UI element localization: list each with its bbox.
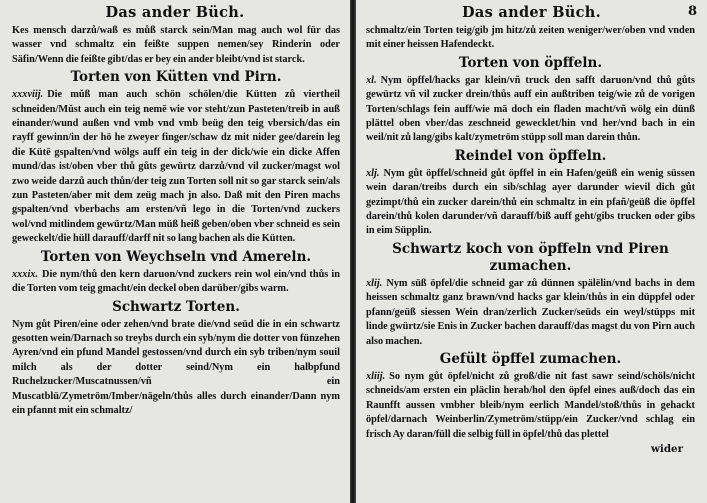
- recipe-gefuelt-oepffel: [366, 370, 695, 442]
- recipe-weychseln: [12, 268, 340, 297]
- section-title-reindel: Reindel von öpffeln.: [454, 147, 607, 164]
- section-title-gefuelt-oepffel: Gefült öpffel zumachen.: [439, 350, 622, 367]
- recipe-kuetten-pirn: [12, 88, 340, 246]
- section-title-torten-oepffeln: Torten von öpffeln.: [458, 54, 603, 71]
- recipe-number: xlj.: [366, 167, 380, 179]
- recipe-text: Die nym/thů den kern daruon/vnd zuckers rein wol ein/vnd thůs in die Torten vom teig gmacht/ein deckel oben darüber/gibs warm.: [12, 268, 340, 295]
- section-title-schwartz-torten: Schwartz Torten.: [112, 298, 240, 315]
- recipe-number: xliij.: [366, 370, 386, 382]
- recipe-schwartz-koch: [366, 277, 695, 349]
- recipe-number: xxxix.: [12, 268, 39, 280]
- section-title-weychseln: Torten von Weychseln vnd Amereln.: [40, 248, 312, 265]
- recipe-text: Nym süß öpfel/die schneid gar zů dünnen spälëlin/vnd bachs in dem heissen schmaltz ganz brawn/vnd hacks gar klein/thůs in ein düppfel oder pfann/geüß siessen Wein dran/zerlich Zucker/seüds ein weyl/stüpps mit linde gwürtz/sie Enis in Zucker bachen darauff/das magst du von Pirn auch also machen.: [366, 277, 695, 347]
- page-number: 8: [687, 4, 697, 19]
- recipe-schwartz-torten: Nym gůt Piren/eine oder zehen/vnd brate die/vnd seüd die in ein schwartz gesotten wein/Darnach so treybs durch ein syb/nym die dotter von fünzehen Ayren/vnd ein pfund Mandel gestossen/vnd durch ein syb triben/nym souil milch als der dotter seind/Nym ein halbpfund Ruchelzucker/Muscatnussen/vñ ein Muscatblü/Zymetröm/Imber/nägeln/thůs alles durch einander/Dann nym ein pfannt mit ein schmaltz/: [12, 318, 340, 416]
- recipe-number: xlij.: [366, 277, 383, 289]
- recipe-text: So nym gůt öpfel/nicht zů groß/die nit fast sawr seind/schöls/nicht schneids/am ersten ein pläclin herab/hol den öpfel eines auß/doch das ein Raunfft aussen vmbher bleib/nym eerlich Mandel/stoß/thůs in gehackt öpfel/darnach Weinberlin/Zymetröm/stüpp/ein Zucker/vnd schlag ein frisch Ay daran/füll die selbig füll in öpfel/thů das plettel: [366, 370, 695, 440]
- left-page: [0, 0, 350, 503]
- recipe-text: Nym öpffel/hacks gar klein/vñ truck den safft daruon/vnd thů gůts gewürtz vñ vil zucker drein/thůs auff ein außtriben teig/wie zů de vorigen Torten/schlags fein auff/wie mā doch ein fladen macht/vñ wölg ein dünß plättel oben vber/das zeschneid gewecklet/hin vnd her/vnd bach in ein weil/nit zů lang/gibs kalt/zymetröm stüpp soll man darein thůn.: [366, 74, 695, 144]
- section-title-kuetten-pirn: Torten von Kütten vnd Pirn.: [70, 69, 282, 86]
- recipe-text: Die mǔß man auch schön schölen/die Kütten zů viertheil schneiden/Mǔst auch ein teig nemē wie vor steht/zun Pasteten/treib in auß einander/wund außen vnd vmb vnd vmb beüg den teig vbersich/das ein rayff gewinn/in der hö he zweyer finger/schaw dz mit nider gee/darein leg die Kütē gspalten/vnd wölgs auff ein teig in der dick/wie ein dicke Affen mund/das ist/oben vber thů gůts gewürtz darzů/vnd vil zucker/magst wol zwo weide darzů auch thůn/der teig zun Torten soll nit so gar starck sein/als zun Pasteten/aber mit dem zeüg mach jn also. Daß mit den Piren machs gspalten/vnd vberbachs am ersten/vñ lego in die Torten/vnd zuckers wol/vnd mitlindem gewürtz/Man müß heiß geben/oben vber schneid es sein geweckelt/die hüll darauff/darff nit so lang bachen als die Kütten.: [12, 89, 340, 245]
- recipe-reindel: [366, 167, 695, 239]
- running-head-left: Das ander Büch.: [105, 4, 245, 21]
- running-head-right: Das ander Büch.: [462, 4, 601, 21]
- left-intro-paragraph: Kes mensch darzů/waß es můß starck sein/Man mag auch wol für das wasser vnd schmaltz ein feißte suppen nemen/sey Rinderin oder Säfin/Wenn die feißte gibt/das er bey ein ander bleibt/vnd ist starck.: [12, 25, 340, 65]
- right-page: [356, 0, 707, 503]
- recipe-torten-oepffeln: [366, 74, 695, 146]
- recipe-number: xl.: [366, 74, 377, 86]
- recipe-text: Nym gůt öpffel/schneid gůt öpffel in ein Hafen/geüß ein wenig süssen wein daran/treibs durch ein sib/schlag ayer darunder wievil dich gůt gezimpt/thů ein zucker darein/thů ein schmaltz in ein pfañ/geüß die öpffel darein/thů kolen darunder/vñ darauff/biß auff geht/gibs trucken oder gibs in eim Süpplin.: [366, 167, 695, 237]
- right-intro-paragraph: schmaltz/ein Torten teig/gib jm hitz/zů zeiten weniger/wer/oben vnd vnden mit einer heissen Hafendeckt.: [366, 25, 695, 51]
- catchword: wider: [651, 442, 683, 455]
- section-title-schwartz-koch: Schwartz koch von öpffeln vnd Piren zumachen.: [392, 240, 669, 274]
- recipe-number: xxxviij.: [12, 89, 44, 101]
